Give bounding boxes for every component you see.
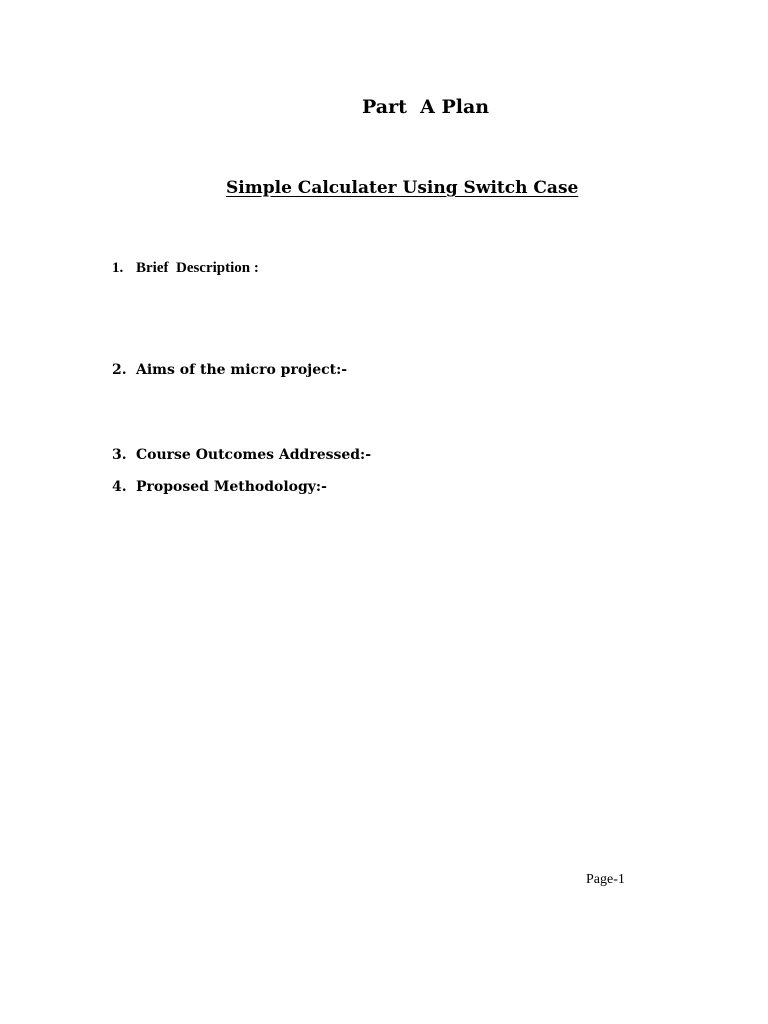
section-number: 2. <box>112 362 127 378</box>
section-course-outcomes <box>112 443 371 467</box>
section-number: 3. <box>112 447 127 463</box>
document-title: Part A Plan <box>362 96 490 118</box>
section-label: Aims of the micro project:- <box>136 362 348 378</box>
section-proposed-methodology <box>112 475 327 499</box>
document-subtitle: Simple Calculater Using Switch Case <box>226 178 579 198</box>
section-brief-description <box>112 256 259 280</box>
section-label: Brief Description : <box>136 260 259 276</box>
section-number: 4. <box>112 479 127 495</box>
section-label: Course Outcomes Addressed:- <box>136 447 372 463</box>
section-number: 1. <box>112 260 124 276</box>
page-number: Page-1 <box>586 872 625 887</box>
section-label: Proposed Methodology:- <box>136 479 327 495</box>
section-aims <box>112 358 347 382</box>
